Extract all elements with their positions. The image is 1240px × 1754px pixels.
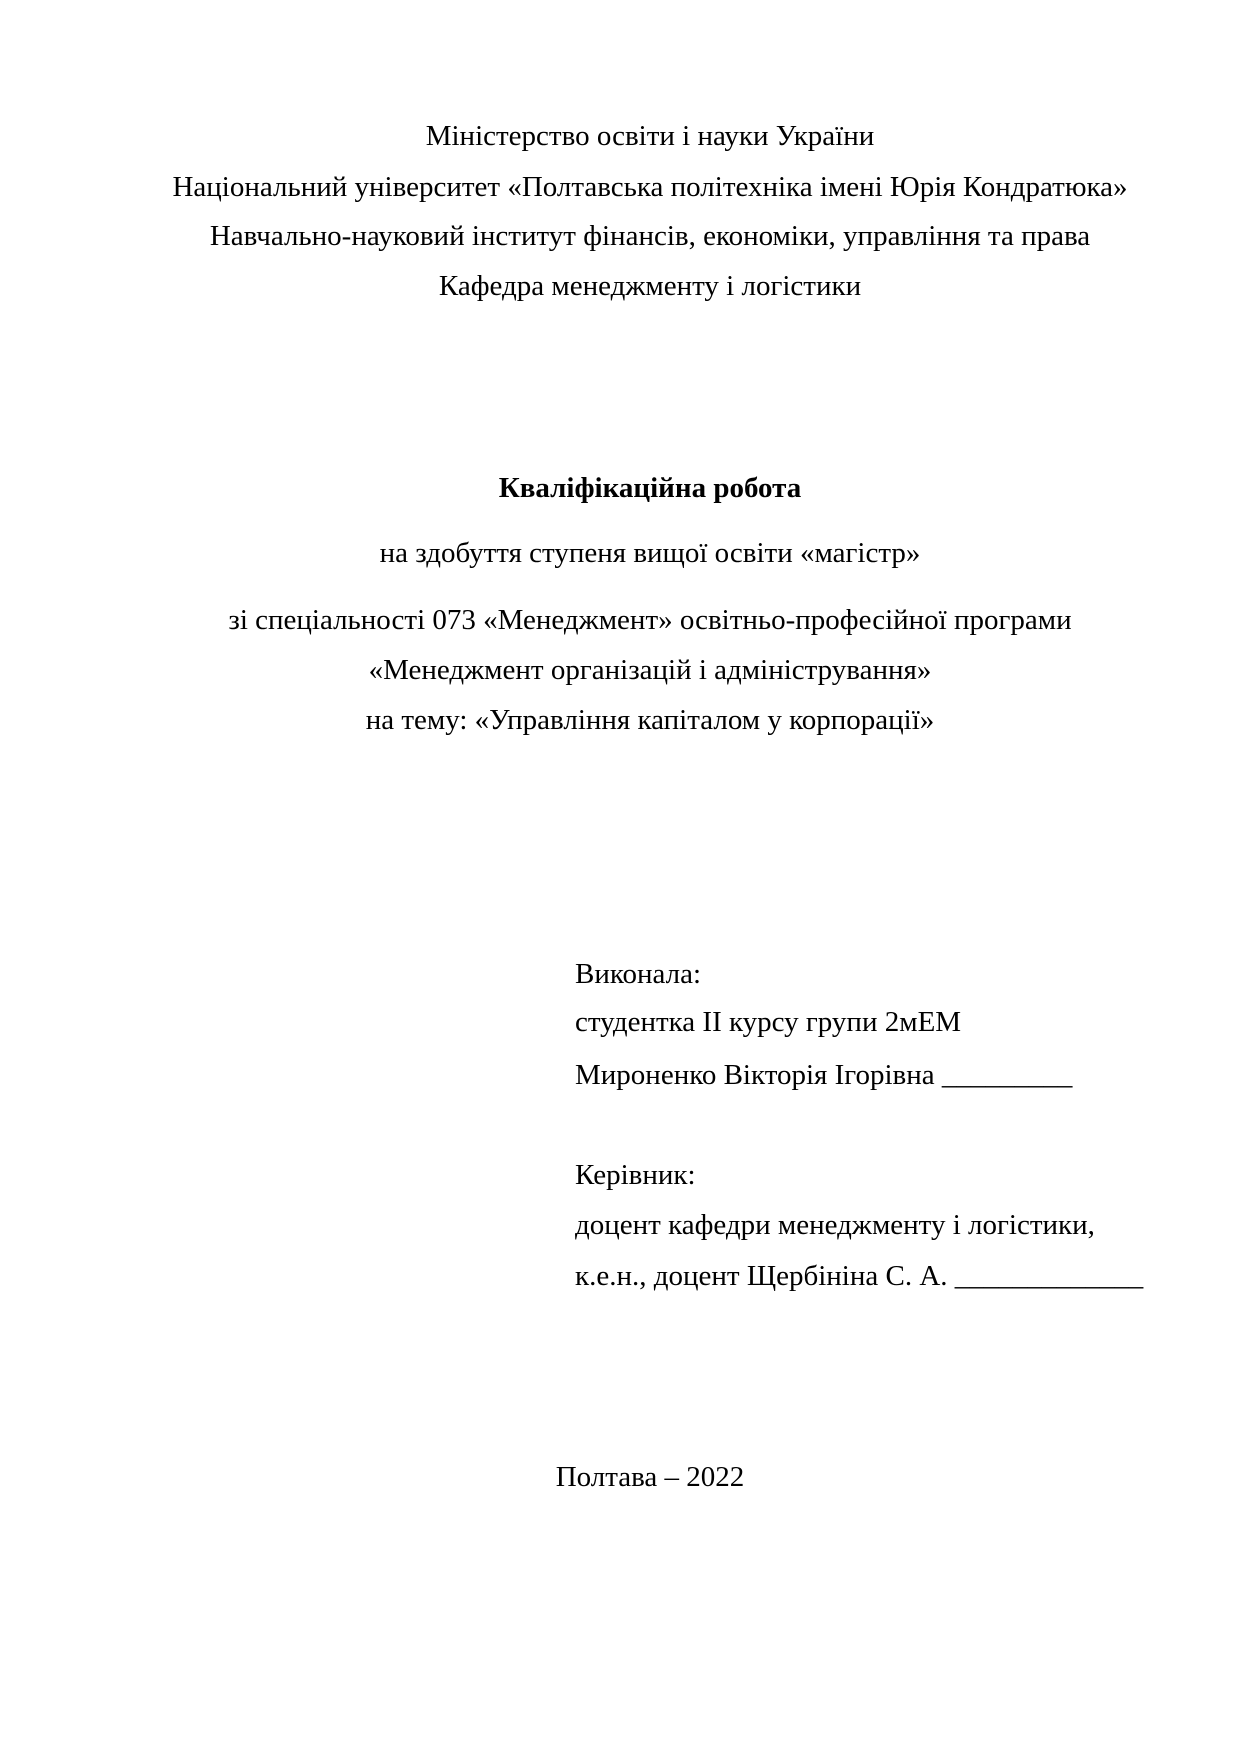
institute-line: Навчально-науковий інститут фінансів, економіки, управління та права [209,220,1091,252]
supervisor-position: доцент кафедри менеджменту і логістики, [575,1209,1095,1241]
specialty-line: зі спеціальності 073 «Менеджмент» освітньо-професійної програми [228,604,1072,636]
university-line: Національний університет «Полтавська політехніка імені Юрія Кондратюка» [172,171,1128,203]
degree-line: на здобуття ступеня вищої освіти «магістр» [379,537,921,569]
city-year: Полтава – 2022 [555,1461,745,1493]
author-label: Виконала: [575,958,702,990]
author-position: студентка II курсу групи 2мЕМ [575,1006,962,1038]
document-title: Кваліфікаційна робота [498,472,802,504]
supervisor-label: Керівник: [575,1159,696,1191]
ministry-line: Міністерство освіти і науки України [425,120,875,152]
topic-line: на тему: «Управління капіталом у корпорації» [365,704,935,736]
department-line: Кафедра менеджменту і логістики [438,270,862,302]
author-name: Мироненко Вікторія Ігорівна _________ [575,1059,1073,1091]
program-line: «Менеджмент організацій і адміністрування» [368,654,932,686]
supervisor-name: к.е.н., доцент Щербініна С. А. _____________ [575,1260,1144,1292]
